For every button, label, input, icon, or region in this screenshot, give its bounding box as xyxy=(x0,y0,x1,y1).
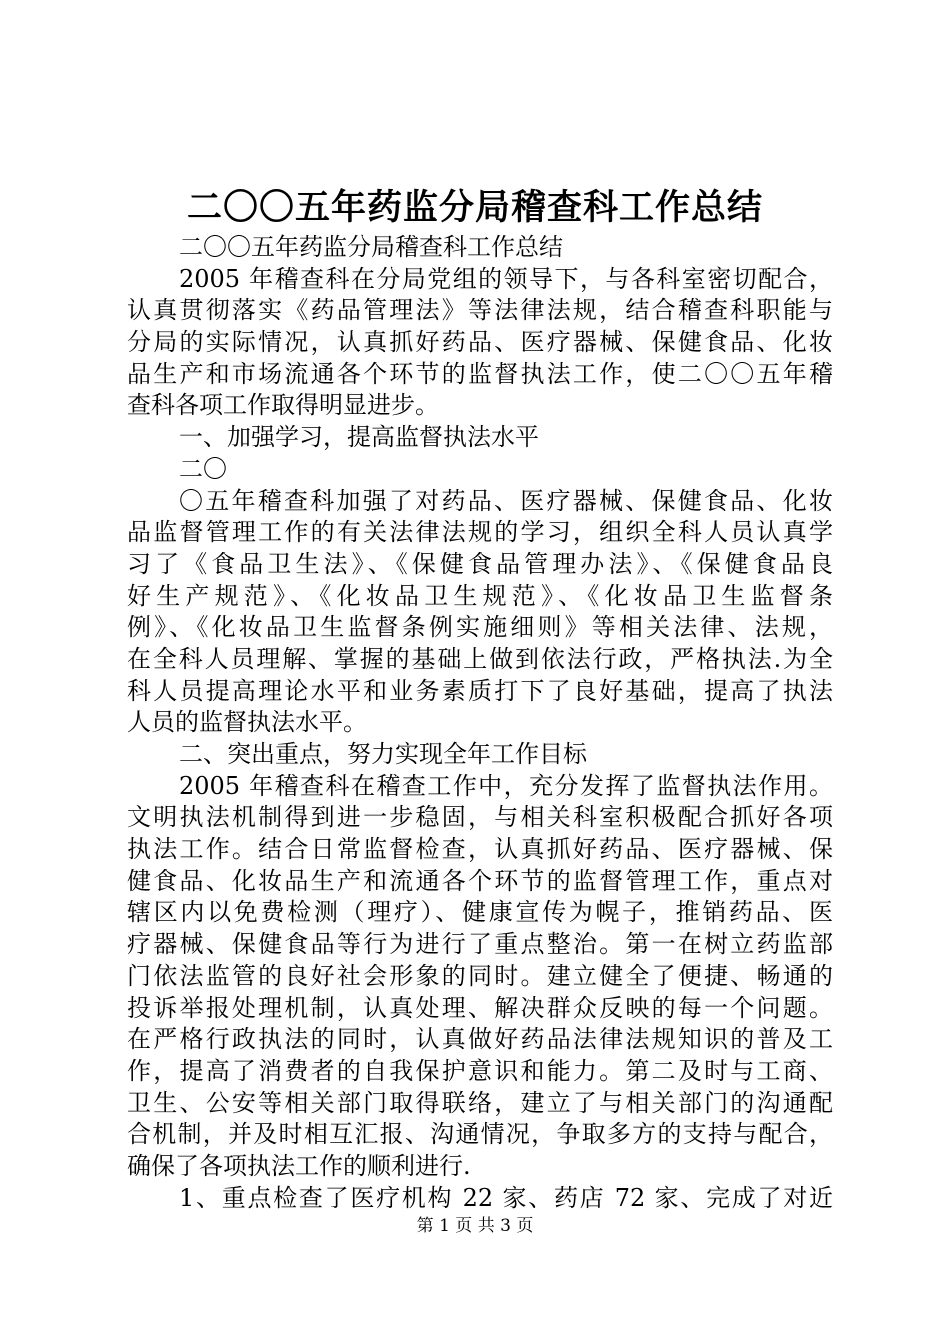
text-line: 例》、《化妆品卫生监督条例实施细则》等相关法律、法规， xyxy=(127,613,833,642)
text-line: 疗器械、保健食品等行为进行了重点整治。第一在树立药监部 xyxy=(127,930,833,959)
document-body xyxy=(127,232,833,1214)
text-line: 习了《食品卫生法》、《保健食品管理办法》、《保健食品良 xyxy=(127,549,833,578)
text-line: 门依法监管的良好社会形象的同时。建立健全了便捷、畅通的 xyxy=(127,961,833,990)
text-line: 作，提高了消费者的自我保护意识和能力。第二及时与工商、 xyxy=(127,1056,833,1085)
document-title: 二〇〇五年药监分局稽查科工作总结 xyxy=(186,187,763,228)
text-line: 二〇〇五年药监分局稽查科工作总结 xyxy=(179,233,563,261)
text-line: 二〇 xyxy=(179,454,227,483)
text-line: 品监督管理工作的有关法律法规的学习，组织全科人员认真学 xyxy=(127,518,833,547)
text-line: 品生产和市场流通各个环节的监督执法工作，使二〇〇五年稽 xyxy=(127,359,833,388)
text-line: 查科各项工作取得明显进步。 xyxy=(127,391,439,420)
text-line: 确保了各项执法工作的顺利进行. xyxy=(127,1151,471,1180)
text-line: 合机制，并及时相互汇报、沟通情况，争取多方的支持与配合， xyxy=(127,1120,833,1149)
text-line: 健食品、化妆品生产和流通各个环节的监督管理工作，重点对 xyxy=(127,866,833,895)
text-line: 投诉举报处理机制，认真处理、解决群众反映的每一个问题。 xyxy=(127,993,833,1022)
text-line: 科人员提高理论水平和业务素质打下了良好基础，提高了执法 xyxy=(127,676,833,705)
text-line: 在全科人员理解、掌握的基础上做到依法行政，严格执法.为全 xyxy=(127,644,833,673)
text-line: 执法工作。结合日常监督检查，认真抓好药品、医疗器械、保 xyxy=(127,835,833,864)
text-line: 认真贯彻落实《药品管理法》等法律法规，结合稽查科职能与 xyxy=(127,296,833,325)
text-line: 分局的实际情况，认真抓好药品、医疗器械、保健食品、化妆 xyxy=(127,328,833,357)
text-line: 卫生、公安等相关部门取得联络，建立了与相关部门的沟通配 xyxy=(127,1088,833,1117)
text-line: 辖区内以免费检测（理疗）、健康宣传为幌子，推销药品、医 xyxy=(127,898,833,927)
page-number-footer: 第 1 页 共 3 页 xyxy=(416,1216,534,1236)
text-line: 在严格行政执法的同时，认真做好药品法律法规知识的普及工 xyxy=(127,1025,833,1054)
text-line: 1、重点检查了医疗机构 22 家、药店 72 家、完成了对近 xyxy=(179,1183,833,1212)
text-line: 2005 年稽查科在分局党组的领导下，与各科室密切配合， xyxy=(179,264,833,293)
text-line: 2005 年稽查科在稽查工作中，充分发挥了监督执法作用。 xyxy=(179,771,833,800)
text-line: 好生产规范》、《化妆品卫生规范》、《化妆品卫生监督条 xyxy=(127,581,833,610)
section-heading: 二、突出重点，努力实现全年工作目标 xyxy=(179,740,587,768)
section-heading: 一、加强学习，提高监督执法水平 xyxy=(179,423,539,452)
text-line: 人员的监督执法水平。 xyxy=(127,708,367,737)
text-line: 〇五年稽查科加强了对药品、医疗器械、保健食品、化妆 xyxy=(179,486,833,515)
text-line: 文明执法机制得到进一步稳固，与相关科室积极配合抓好各项 xyxy=(127,803,833,832)
